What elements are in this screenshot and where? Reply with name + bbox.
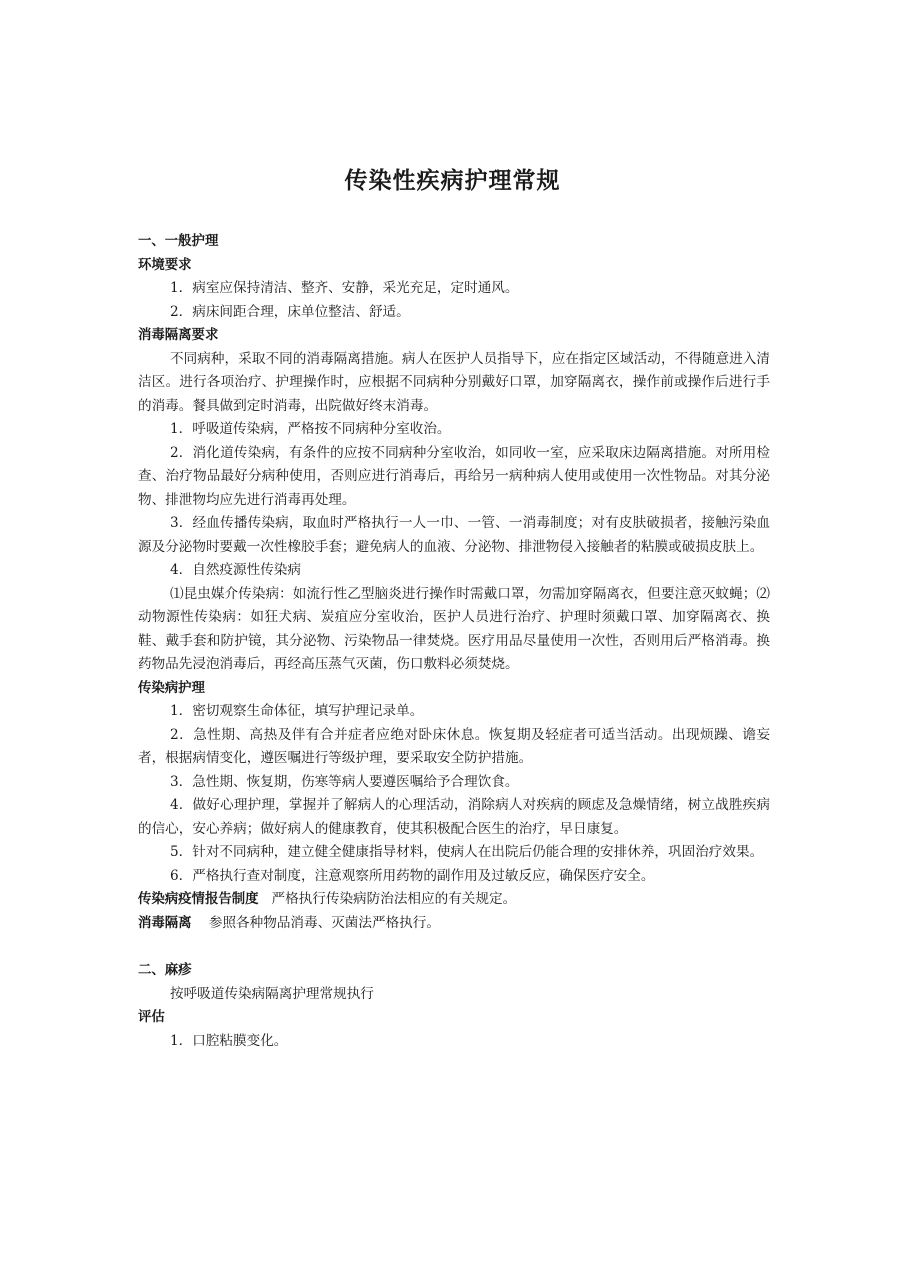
subsection-heading: 传染病护理 xyxy=(138,680,205,696)
list-item: 3．急性期、恢复期，伤寒等病人要遵医嘱给予合理饮食。 xyxy=(170,773,519,790)
list-item: 2．病床间距合理，床单位整洁、舒适。 xyxy=(170,303,410,320)
isolation-text: 参照各种物品消毒、灭菌法严格执行。 xyxy=(208,914,440,931)
subsection-heading: 环境要求 xyxy=(138,257,192,273)
isolation-label: 消毒隔离 xyxy=(138,915,192,931)
list-item: 6．严格执行查对制度，注意观察所用药物的副作用及过敏反应，确保医疗安全。 xyxy=(170,867,655,884)
list-item: 1．口腔粘膜变化。 xyxy=(170,1032,288,1049)
list-item: 1．密切观察生命体征，填写护理记录单。 xyxy=(170,703,424,719)
list-item: 2．消化道传染病，有条件的应按不同病种分室收治，如同收一室，应采取床边隔离措施。对所用检查、治疗物品最好分病种使用，否则应进行消毒后，再给另一病种病人使用或使用一次性物品。对其分泌物、排泄物均应先进行消毒再处理。 xyxy=(138,444,770,508)
paragraph: 不同病种，采取不同的消毒隔离措施。病人在医护人员指导下，应在指定区域活动，不得随意进入清洁区。进行各项治疗、护理操作时，应根据不同病种分别戴好口罩，加穿隔离衣，操作前或操作后进行手的消毒。餐具做到定时消毒，出院做好终末消毒。 xyxy=(138,350,770,414)
list-item: 3．经血传播传染病，取血时严格执行一人一巾、一管、一消毒制度；对有皮肤破损者，接触污染血源及分泌物时要戴一次性橡胶手套；避免病人的血液、分泌物、排泄物侵入接触者的粘膜或破损皮肤上。 xyxy=(138,515,770,555)
report-line xyxy=(138,888,770,912)
list-item: ⑴昆虫媒介传染病：如流行性乙型脑炎进行操作时需戴口罩，勿需加穿隔离衣，但要注意灭蚊蝇；⑵动物源性传染病：如狂犬病、炭疽应分室收治，医护人员进行治疗、护理时须戴口罩、加穿隔离衣、换鞋、戴手套和防护镜，其分泌物、污染物品一律焚烧。医疗用品尽量使用一次性，否则用后严格消毒。换药物品先浸泡消毒后，再经高压蒸气灭菌，伤口敷料必须焚烧。 xyxy=(138,585,770,672)
subsection-heading: 消毒隔离要求 xyxy=(138,328,219,343)
paragraph: 按呼吸道传染病隔离护理常规执行 xyxy=(170,985,374,1002)
report-label: 传染病疫情报告制度 xyxy=(138,892,259,907)
list-item: 4．自然疫源性传染病 xyxy=(170,562,301,578)
isolation-line xyxy=(138,912,770,936)
section-spacer xyxy=(138,935,770,959)
document-body xyxy=(138,230,770,1053)
list-item: 5．针对不同病种，建立健全健康指导材料，使病人在出院后仍能合理的安排休养，巩固治疗效果。 xyxy=(170,844,764,860)
list-item: 1．病室应保持清洁、整齐、安静，采光充足，定时通风。 xyxy=(170,280,519,296)
section-heading: 一、一般护理 xyxy=(138,234,219,249)
list-item: 4．做好心理护理，掌握并了解病人的心理活动，消除病人对疾病的顾虑及急燥情绪，树立战胜疾病的信心，安心养病；做好病人的健康教育，使其积极配合医生的治疗，早日康复。 xyxy=(138,797,770,837)
document-title: 传染性疾病护理常规 xyxy=(344,168,561,194)
subsection-heading: 评估 xyxy=(138,1010,165,1025)
list-item: 2．急性期、高热及伴有合并症者应绝对卧床休息。恢复期及轻症者可适当活动。出现烦躁、谵妄者，根据病情变化，遵医嘱进行等级护理，要采取安全防护措施。 xyxy=(138,726,770,766)
report-text: 严格执行传染病防治法相应的有关规定。 xyxy=(271,891,517,907)
section-heading: 二、麻疹 xyxy=(138,963,192,978)
list-item: 1．呼吸道传染病，严格按不同病种分室收治。 xyxy=(170,421,451,437)
